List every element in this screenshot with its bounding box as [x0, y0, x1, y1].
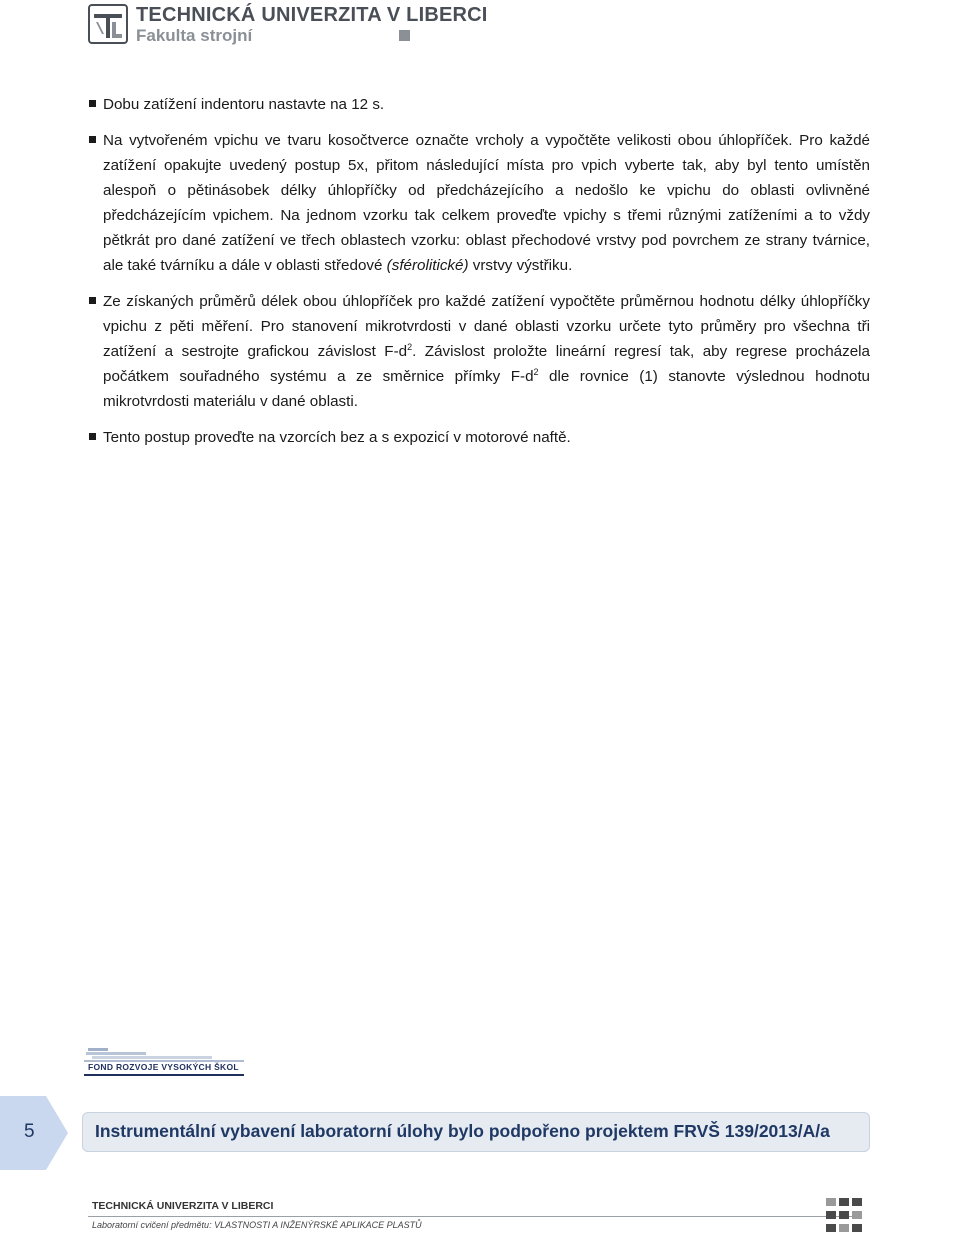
footer-university: TECHNICKÁ UNIVERZITA V LIBERCI [92, 1200, 274, 1212]
superscript: 2 [407, 341, 413, 352]
header-square-mark [399, 30, 410, 41]
frvs-logo [84, 1046, 248, 1090]
bullet-square-icon [89, 433, 96, 440]
page-number: 5 [24, 1121, 35, 1142]
instruction-text: Tento postup proveďte na vzorcích bez a s expozicí v motorové naftě. [103, 429, 571, 446]
instruction-text-italic: (sférolitické) [386, 257, 469, 274]
instruction-text: Na vytvořeném vpichu ve tvaru kosočtverce označte vrcholy a vypočtěte velikosti obou úhlopříček. Pro každé zatížení opakujte uvedený postup 5x, přitom následující místa pro vpich vyberte tak, aby byl tento umístěn alespoň o pětinásobek délky úhlopříčky od předcházejícího a nedošlo ke vpichu do oblasti ovlivněné předcházejícím vpichem. [103, 132, 870, 224]
tul-grid-icon [826, 1198, 862, 1234]
instruction-text: Ze získaných průměrů délek obou úhlopříček pro každé zatížení vypočtěte průměrnou hodnotu délky úhlopříčky vpichu z pěti měření. Pro stanovení mikrotvrdosti v dané oblasti vzorku určete tyto průměry pro všechna tři zatížení a sestrojte grafickou závislost F-d [103, 293, 870, 360]
footer-divider [88, 1216, 858, 1217]
bullet-square-icon [89, 136, 96, 143]
footer-course: Laboratorní cvičení předmětu: VLASTNOSTI A INŽENÝRSKÉ APLIKACE PLASTŮ [92, 1220, 422, 1230]
instruction-text: . Závislost proložte lineární regresí tak, aby regrese procházela počátkem souřadného systému a ze směrnice přímky F-d [103, 343, 870, 385]
project-text: Instrumentální vybavení laboratorní úlohy bylo podpořeno projektem FRVŠ 139/2013/A/a [95, 1121, 830, 1141]
instruction-text: vrstvy výstřiku. [468, 257, 573, 274]
instruction-item [88, 92, 870, 117]
project-banner [82, 1112, 870, 1152]
frvs-underline [84, 1074, 244, 1076]
instructions-list [88, 92, 870, 450]
instruction-text: dle rovnice (1) stanovte výslednou hodnotu mikrotvrdosti materiálu v dané oblasti. [103, 368, 871, 410]
instruction-text: Dobu zatížení indentoru nastavte na 12 s. [103, 96, 385, 113]
frvs-logo-text: FOND ROZVOJE VYSOKÝCH ŠKOL [88, 1062, 239, 1072]
instruction-text: Na jednom vzorku tak celkem proveďte vpichy s třemi různými zatíženími a to vždy pětkrát pro dané zatížení ve třech oblastech vzorku: oblast přechodové vrstvy pod povrchem ze strany tvárnice, ale také tvárníku a dále v oblasti středové [103, 207, 871, 274]
university-header [88, 4, 488, 48]
superscript: 2 [533, 366, 539, 377]
faculty-name: Fakulta strojní [136, 26, 253, 45]
bullet-square-icon [89, 100, 96, 107]
tul-emblem-icon [88, 4, 128, 44]
university-name: TECHNICKÁ UNIVERZITA V LIBERCI [136, 4, 488, 26]
instruction-item [88, 425, 870, 450]
bullet-square-icon [89, 297, 96, 304]
instruction-item [88, 128, 870, 278]
instruction-item [88, 289, 870, 414]
